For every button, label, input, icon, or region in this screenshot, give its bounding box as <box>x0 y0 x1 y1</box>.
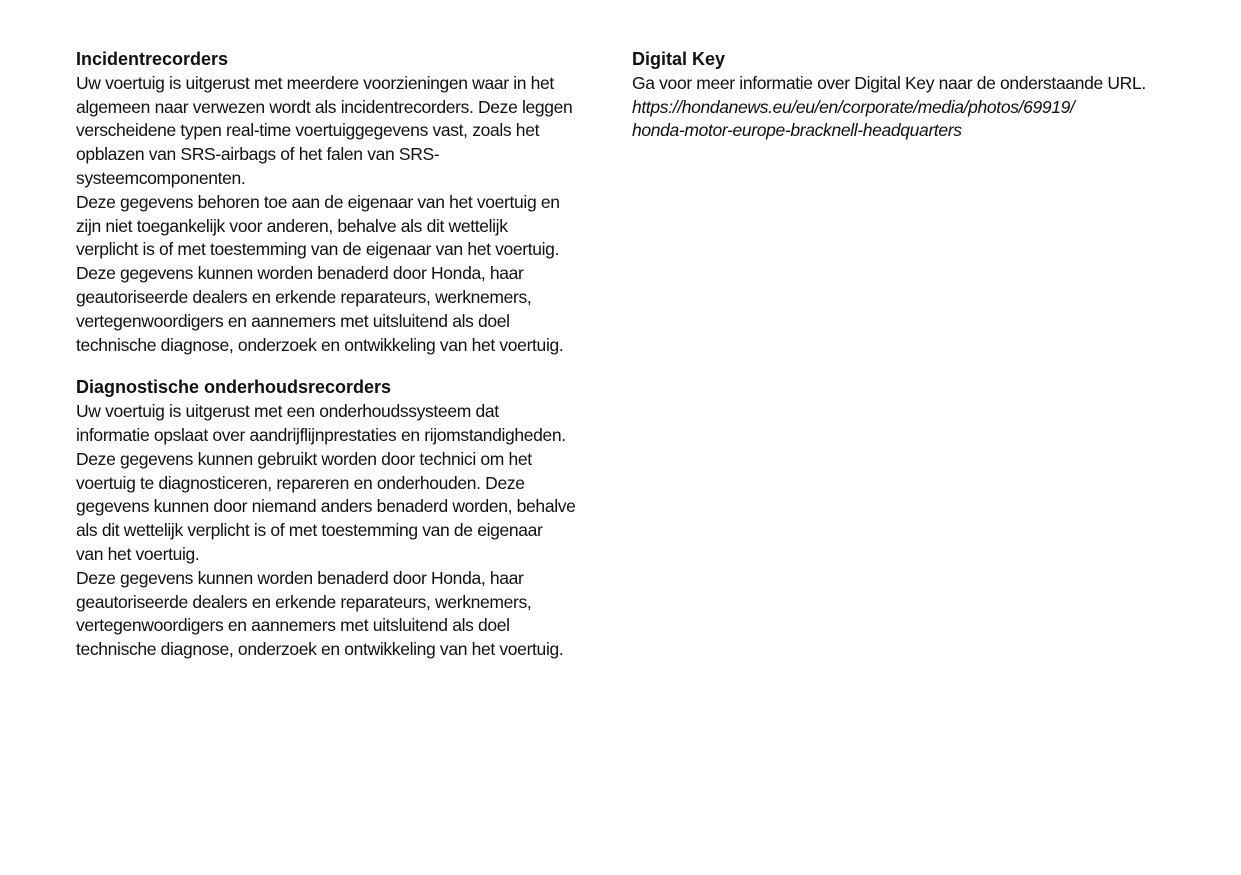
text-line: Deze gegevens kunnen worden benaderd door Honda, haar <box>76 263 524 284</box>
text-line: vertegenwoordigers en aannemers met uitsluitend als doel <box>76 310 510 331</box>
right-column <box>632 48 1192 162</box>
text-line: van het voertuig. <box>76 543 200 564</box>
section-heading: Digital Key <box>632 49 726 69</box>
text-line: voertuig te diagnosticeren, repareren en onderhouden. Deze <box>76 472 525 493</box>
paragraph-data-access <box>76 191 611 358</box>
text-line: zijn niet toegankelijk voor anderen, behalve als dit wettelijk <box>76 215 508 236</box>
paragraph-intro <box>632 72 1192 96</box>
text-line: verplicht is of met toestemming van de eigenaar van het voertuig. <box>76 239 560 260</box>
section-diagnostic-recorders <box>76 376 611 662</box>
text-line: informatie opslaat over aandrijflijnprestaties en rijomstandigheden. <box>76 424 566 445</box>
text-line: geautoriseerde dealers en erkende reparateurs, werknemers, <box>76 286 532 307</box>
text-line: Uw voertuig is uitgerust met een onderhoudssysteem dat <box>76 401 499 422</box>
text-line: Deze gegevens kunnen gebruikt worden door technici om het <box>76 448 532 469</box>
paragraph-data-access <box>76 567 611 662</box>
url-line: https://hondanews.eu/eu/en/corporate/media/photos/69919/ <box>632 96 1075 117</box>
text-line: Deze gegevens behoren toe aan de eigenaar van het voertuig en <box>76 191 560 212</box>
text-line: geautoriseerde dealers en erkende reparateurs, werknemers, <box>76 591 532 612</box>
left-column <box>76 48 611 681</box>
url-line: honda-motor-europe-bracknell-headquarters <box>632 120 962 141</box>
section-heading: Incidentrecorders <box>76 49 229 69</box>
paragraph-intro <box>76 72 611 191</box>
section-heading: Diagnostische onderhoudsrecorders <box>76 377 392 398</box>
text-line: algemeen naar verwezen wordt als incidentrecorders. Deze leggen <box>76 96 573 117</box>
text-line: als dit wettelijk verplicht is of met toestemming van de eigenaar <box>76 520 543 541</box>
text-line: systeemcomponenten. <box>76 167 246 188</box>
text-line: technische diagnose, onderzoek en ontwikkeling van het voertuig. <box>76 639 564 660</box>
text-line: Uw voertuig is uitgerust met meerdere voorzieningen waar in het <box>76 72 554 93</box>
text-line: verscheidene typen real-time voertuiggegevens vast, zoals het <box>76 120 540 141</box>
section-digital-key <box>632 48 1192 143</box>
text-line: gegevens kunnen door niemand anders benaderd worden, behalve <box>76 496 576 517</box>
digital-key-url <box>632 96 1192 144</box>
section-incident-recorders <box>76 48 611 357</box>
text-line: opblazen van SRS-airbags of het falen van SRS- <box>76 144 440 165</box>
paragraph-intro <box>76 400 611 567</box>
text-line: Deze gegevens kunnen worden benaderd door Honda, haar <box>76 567 524 588</box>
text-line: technische diagnose, onderzoek en ontwikkeling van het voertuig. <box>76 334 564 355</box>
text-line: vertegenwoordigers en aannemers met uitsluitend als doel <box>76 615 510 636</box>
text-line: Ga voor meer informatie over Digital Key naar de onderstaande URL. <box>632 72 1146 93</box>
